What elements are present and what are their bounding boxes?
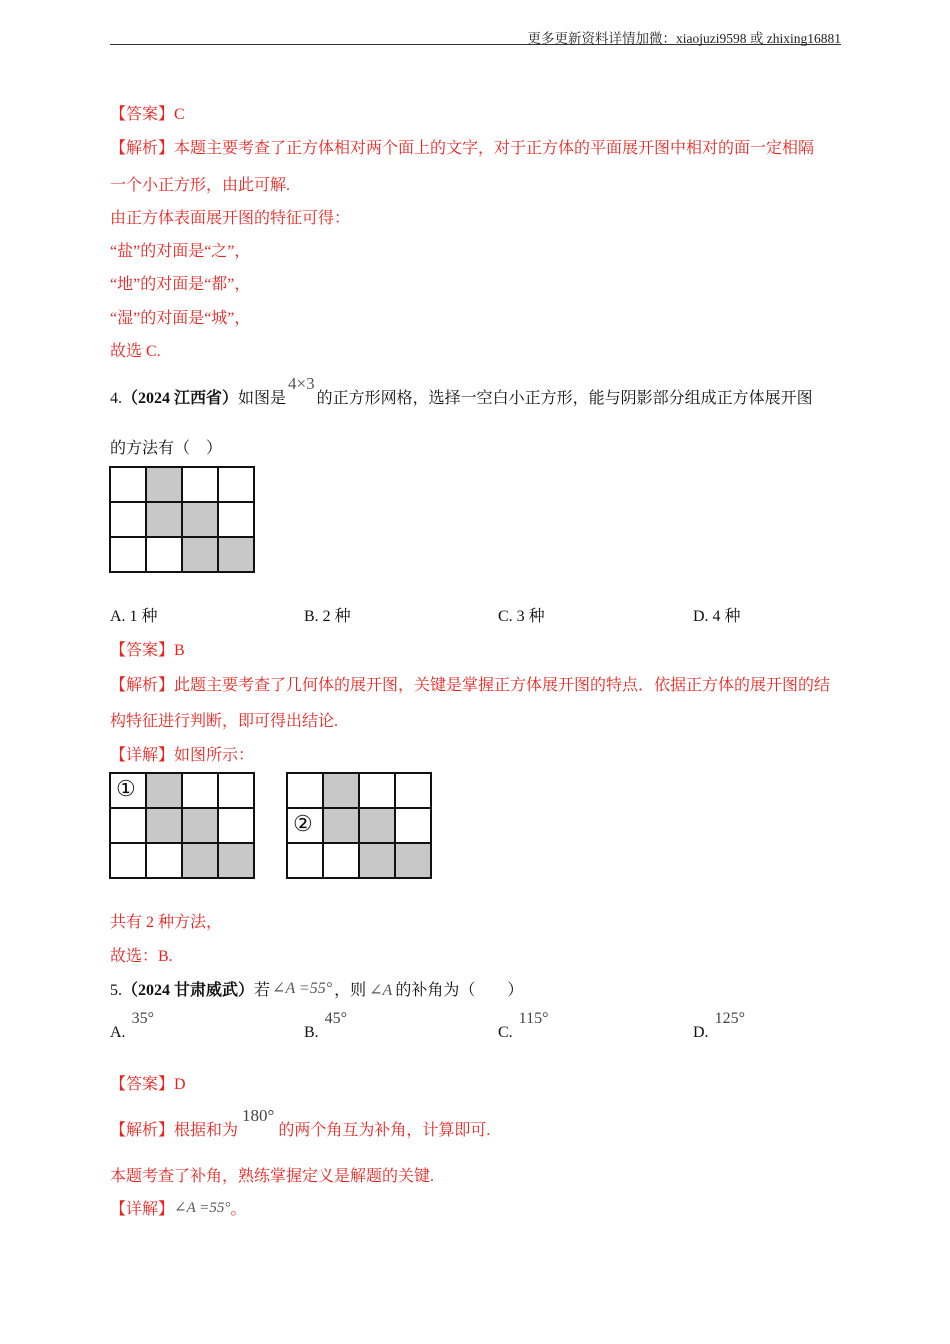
grid-cell-blank [287, 808, 323, 843]
q5-analysis-a: 【解析】根据和为 [110, 1122, 239, 1139]
q4-detail: 【详解】如图所示： [110, 747, 255, 764]
q5-line2: 本题考查了补角，熟练掌握定义是解题的关键. [110, 1168, 435, 1185]
grid-cell-blank [359, 773, 395, 808]
q5-option-c[interactable] [498, 1010, 549, 1042]
q5-angle: ∠A [369, 982, 393, 999]
q4-stem-b: 的正方形网格，选择一空白小正方形，能与阴影部分组成正方体展开图 [316, 390, 813, 407]
q5-analysis [110, 1106, 491, 1140]
q3-line5: “地”的对面是“都”， [110, 276, 251, 293]
q5-option-a[interactable] [110, 1010, 154, 1042]
grid-cell-shaded [182, 843, 218, 878]
grid-cell-blank [323, 843, 359, 878]
q5-stem-c: 的补角为（ ） [395, 982, 524, 999]
q5-analysis-value: 180° [242, 1106, 275, 1125]
grid-cell-blank [287, 843, 323, 878]
q5-condition: ∠A =55° [272, 980, 333, 997]
grid-cell-shaded [395, 843, 431, 878]
grid-row [110, 843, 254, 878]
q4-grid-size: 4×3 [288, 374, 315, 393]
q5-detail [110, 1196, 246, 1219]
q4-option-a[interactable]: A. 1 种 [110, 608, 158, 625]
page-header [110, 24, 841, 45]
grid-row [110, 467, 254, 502]
grid-cell-shaded [323, 808, 359, 843]
grid-cell-label: ① [116, 776, 136, 801]
q4-solution-grid-2 [286, 772, 432, 879]
q5-option-c-letter: C. [498, 1024, 513, 1041]
q4-analysis-line2: 构特征进行判断，即可得出结论. [110, 713, 339, 730]
q4-solution-grid-1 [109, 772, 255, 879]
q4-stem-line2: 的方法有（ ） [110, 440, 223, 457]
q5-option-c-value: 115° [518, 1010, 549, 1027]
q4-conclusion: 共有 2 种方法， [110, 914, 223, 931]
q5-detail-b: 。 [230, 1201, 247, 1218]
q3-line3: 由正方体表面展开图的特征可得： [110, 210, 351, 227]
q4-stem-line1 [110, 374, 813, 408]
q4-option-d[interactable]: D. 4 种 [693, 608, 741, 625]
grid-cell-shaded [182, 808, 218, 843]
grid-cell-blank [146, 843, 182, 878]
q5-option-b-letter: B. [304, 1024, 319, 1041]
q5-option-a-letter: A. [110, 1024, 126, 1041]
q4-number: 4. [110, 390, 122, 407]
q5-detail-value: ∠A =55° [174, 1200, 231, 1216]
q5-stem [110, 977, 523, 1000]
grid-cell-blank [110, 808, 146, 843]
grid-cell-shaded [323, 773, 359, 808]
q5-answer: 【答案】D [110, 1076, 186, 1093]
q5-option-d-letter: D. [693, 1024, 709, 1041]
grid-cell-blank [110, 537, 146, 572]
grid-cell-shaded [359, 808, 395, 843]
grid-row [110, 502, 254, 537]
q3-analysis-line2: 一个小正方形，由此可解. [110, 177, 291, 194]
q3-answer: 【答案】C [110, 106, 185, 123]
q4-choose: 故选：B. [110, 948, 173, 965]
q5-detail-a: 【详解】 [110, 1201, 175, 1218]
grid-row [287, 808, 431, 843]
q3-line6: “湿”的对面是“城”， [110, 310, 251, 327]
grid-cell-blank [218, 502, 254, 537]
q4-grid-figure [109, 466, 255, 573]
grid-cell-shaded [218, 537, 254, 572]
grid-cell-blank [287, 773, 323, 808]
grid-cell-blank [395, 808, 431, 843]
q5-option-a-value: 35° [131, 1010, 154, 1027]
q5-source: （2024 甘肃威武） [122, 982, 255, 999]
q5-option-d[interactable] [693, 1010, 745, 1042]
grid-cell-blank [146, 537, 182, 572]
grid-cell-blank [218, 808, 254, 843]
grid-cell-blank [110, 467, 146, 502]
q5-option-d-value: 125° [714, 1010, 745, 1027]
grid-cell-blank [395, 773, 431, 808]
q5-option-b[interactable] [304, 1010, 348, 1042]
grid-cell-label: ② [293, 811, 313, 836]
q4-analysis-line1: 【解析】此题主要考查了几何体的展开图，关键是掌握正方体展开图的特点．依据正方体的展开图的结 [110, 677, 831, 694]
grid-row [287, 843, 431, 878]
q4-option-c[interactable]: C. 3 种 [498, 608, 545, 625]
grid-cell-blank [110, 843, 146, 878]
grid-cell-shaded [146, 467, 182, 502]
grid-cell-blank [218, 467, 254, 502]
grid-row [287, 773, 431, 808]
q5-stem-a: 若 [254, 982, 271, 999]
q4-stem-a: 如图是 [238, 390, 287, 407]
q4-source: （2024 江西省） [122, 390, 239, 407]
grid-cell-blank [110, 773, 146, 808]
grid-cell-shaded [182, 537, 218, 572]
grid-cell-shaded [182, 502, 218, 537]
grid-cell-shaded [146, 502, 182, 537]
grid-cell-blank [182, 773, 218, 808]
q4-option-b[interactable]: B. 2 种 [304, 608, 351, 625]
q3-line4: “盐”的对面是“之”， [110, 243, 251, 260]
grid-cell-blank [218, 773, 254, 808]
q3-analysis-line1: 【解析】本题主要考查了正方体相对两个面上的文字，对于正方体的平面展开图中相对的面一定相隔 [110, 140, 815, 157]
q5-option-b-value: 45° [324, 1010, 348, 1027]
grid-cell-blank [110, 502, 146, 537]
q3-line7: 故选 C. [110, 343, 161, 360]
grid-row [110, 773, 254, 808]
q5-number: 5. [110, 982, 122, 999]
grid-row [110, 808, 254, 843]
grid-cell-shaded [218, 843, 254, 878]
grid-row [110, 537, 254, 572]
grid-cell-shaded [146, 808, 182, 843]
q5-analysis-b: 的两个角互为补角，计算即可. [278, 1122, 491, 1139]
header-text: 更多更新资料详情加微：xiaojuzi9598 或 zhixing16881 [527, 31, 841, 46]
grid-cell-shaded [359, 843, 395, 878]
grid-cell-shaded [146, 773, 182, 808]
q5-stem-b: ，则 [334, 982, 367, 999]
grid-cell-blank [182, 467, 218, 502]
q4-answer: 【答案】B [110, 642, 185, 659]
